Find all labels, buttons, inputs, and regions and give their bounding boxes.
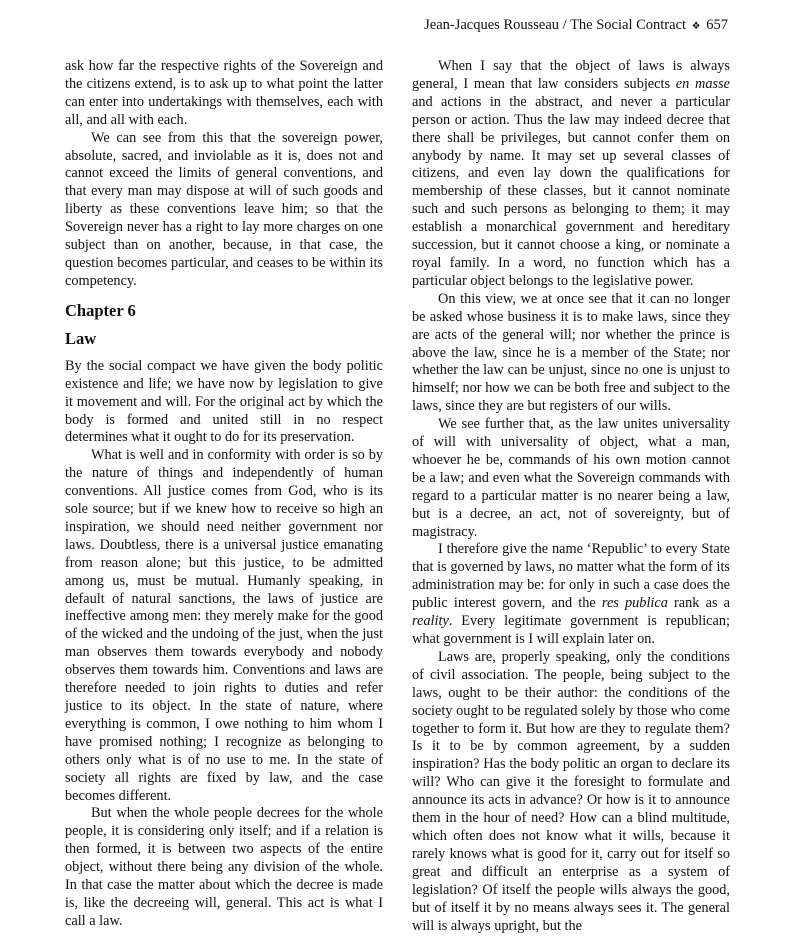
emphasis: reality	[412, 613, 449, 630]
running-head-separator: /	[562, 17, 567, 33]
paragraph: But when the whole people decrees for the whole people, it is considering only itself; and if a relation is then formed, it is between two aspects of the entire object, without there being any division of the whole. In that case the matter about which the decree is made is, like the decreeing will, general. This act is what I call a law.	[65, 805, 383, 929]
right-column	[412, 58, 730, 935]
chapter-heading: Chapter 6	[65, 300, 136, 320]
paragraph: When I say that the object of laws is always general, I mean that law considers subjects en masse and actions in the abstract, and never a particular person or action. Thus the law may indeed decree that there shall be privileges, but cannot confer them on anybody by name. It may set up several classes of citizens, and even lay down the qualifications for membership of these classes, but it cannot nominate such and such persons as belonging to them; it may establish a monarchical government and hereditary succession, but it cannot choose a king, or nominate a royal family. In a word, no function which has a particular object belongs to the legislative power.	[412, 58, 730, 289]
left-column	[65, 58, 383, 931]
page-number: 657	[706, 17, 728, 33]
paragraph: Laws are, properly speaking, only the conditions of civil association. The people, being subject to the laws, ought to be their author: the conditions of the society ought to be regulated solely by those who come together to form it. But how are they to regulate them? Is it to be by common agreement, by a sudden inspiration? Has the body politic an organ to declare its will? Who can give it the foresight to formulate and announce its acts in advance? Or how is it to announce them in the hour of need? How can a blind multitude, which often does not know what it wills, because it rarely knows what is good for it, carry out for itself so great and difficult an enterprise as a system of legislation? Of itself the people wills always the good, but of itself it by no means always sees it. The general will is always upright, but the	[412, 648, 730, 934]
emphasis: en masse	[675, 75, 730, 92]
running-head-work: The Social Contract	[570, 17, 687, 33]
paragraph: On this view, we at once see that it can no longer be asked whose business it is to make laws, since they are acts of the general will; nor whether the prince is above the law, since he is a member of the State; nor whether the law can be unjust, since no one is unjust to himself; nor how we can be both free and subject to the laws, since they are but registers of our wills.	[412, 290, 730, 415]
emphasis: res publica	[601, 595, 668, 612]
paragraph: What is well and in conformity with order is so by the nature of things and independently of human conventions. All justice comes from God, who is its sole source; but if we knew how to receive so high an inspiration, we should need neither government nor laws. Doubtless, there is a universal justice emanating from reason alone; but this justice, to be admitted among us, must be mutual. Humanly speaking, in default of natural sanctions, the laws of justice are ineffective among men: they merely make for the good of the wicked and the undoing of the just, when the just man observes them towards everybody and nobody observes them towards him. Conventions and laws are therefore needed to join rights to duties and refer justice to its object. In the state of nature, where everything is common, I owe nothing to him whom I have promised nothing; I recognize as belonging to others only what is of no use to me. In the state of society all rights are fixed by law, and the case becomes different.	[65, 447, 383, 804]
running-head	[424, 17, 728, 34]
ornament-icon: ❖	[691, 21, 701, 32]
paragraph: We can see from this that the sovereign power, absolute, sacred, and inviolable as it is, does not and cannot exceed the limits of general conventions, and that every man may dispose at will of such goods and liberty as these conventions leave him; so that the Sovereign never has a right to lay more charges on one subject than on another, because, in that case, the question becomes particular, and ceases to be within its competency.	[65, 129, 383, 289]
paragraph: By the social compact we have given the body politic existence and life; we have now by legislation to give it movement and will. For the original act by which the body is formed and united still in no respect determines what it ought to do for its preservation.	[65, 357, 383, 446]
running-head-author: Jean-Jacques Rousseau	[424, 17, 560, 33]
paragraph: ask how far the respective rights of the Sovereign and the citizens extend, is to ask up to what point the latter can enter into undertakings with themselves, each with all, and all with each.	[65, 58, 383, 128]
paragraph: We see further that, as the law unites universality of will with universality of object, what a man, whoever he be, commands of his own motion cannot be a law; and even what the Sovereign commands with regard to a particular matter is no nearer being a law, but is a decree, an act, not of sovereignty, but of magistracy.	[412, 416, 730, 540]
paragraph: I therefore give the name ‘Republic’ to every State that is governed by laws, no matter what the form of its administration may be: for only in such a case does the public interest govern, and the res publica rank as a reality. Every legitimate government is republican; what government is I will explain later on.	[412, 541, 730, 647]
chapter-title: Law	[65, 328, 97, 348]
